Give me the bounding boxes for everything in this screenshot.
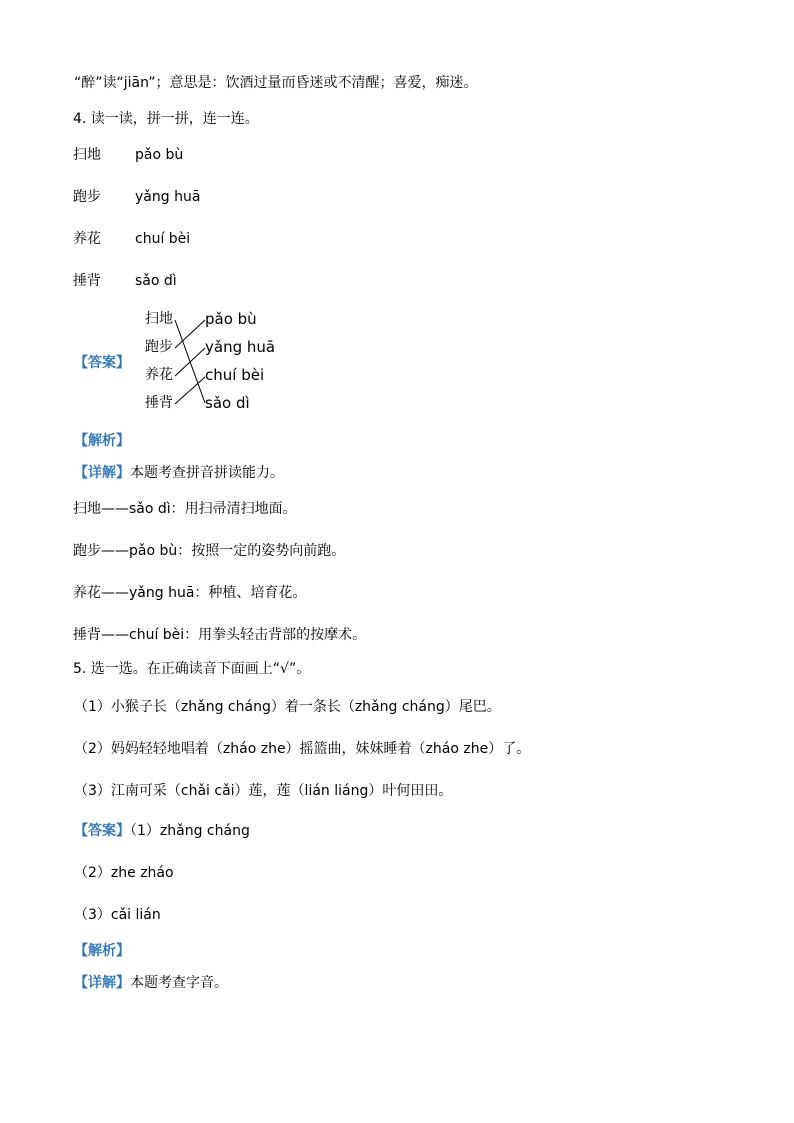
q4-word-2: 跑步: [73, 189, 101, 205]
match-line-4: [175, 377, 205, 404]
q4-pinyin-4: sǎo dì: [135, 273, 177, 289]
match-word-3: 养花: [145, 367, 173, 383]
q4-detail: [74, 464, 284, 482]
q4-answer-label: 【答案】: [74, 355, 130, 371]
q5-detail-label: 【详解】: [74, 975, 130, 991]
q4-pinyin-3: chuí bèi: [135, 231, 191, 247]
match-word-4: 捶背: [145, 395, 173, 411]
q4-pinyin-1: pǎo bù: [135, 147, 184, 163]
q5-answer-2: （2）zhe zháo: [74, 865, 174, 881]
q4-pinyin-2: yǎng huā: [135, 189, 201, 205]
q5-answer-label: 【答案】: [74, 823, 130, 839]
q4-explanation-1: 扫地——sǎo dì：用扫帚清扫地面。: [73, 501, 297, 517]
match-pinyin-3: chuí bèi: [205, 366, 265, 384]
q4-title: 4. 读一读，拼一拼，连一连。: [73, 111, 259, 127]
q4-word-4: 捶背: [73, 273, 101, 289]
top-note: “醉”读“jiān”；意思是：饮酒过量而昏迷或不清醒；喜爱，痴迷。: [74, 75, 478, 91]
q4-detail-label: 【详解】: [74, 465, 130, 481]
q4-explanation-2: 跑步——pǎo bù：按照一定的姿势向前跑。: [73, 543, 346, 559]
q5-answer-1: （1）zhǎng cháng: [130, 823, 250, 839]
q4-word-1: 扫地: [73, 147, 101, 163]
q5-answer-3: （3）cǎi lián: [74, 907, 161, 923]
q4-analysis-label: 【解析】: [74, 433, 130, 449]
q5-item-1: （1）小猴子长（zhǎng cháng）着一条长（zhǎng cháng）尾巴。: [74, 699, 501, 715]
match-line-2: [175, 320, 205, 348]
match-pinyin-1: pǎo bù: [205, 310, 257, 328]
q4-explanation-4: 捶背——chuí bèi：用拳头轻击背部的按摩术。: [73, 627, 367, 643]
match-pinyin-4: sǎo dì: [205, 394, 250, 412]
q5-answer-1-line: [74, 822, 250, 840]
q5-title: 5. 选一选。在正确读音下面画上“√”。: [73, 661, 311, 677]
q5-detail: [74, 974, 228, 992]
q5-analysis-label: 【解析】: [74, 943, 130, 959]
q4-explanation-3: 养花——yǎng huā：种植、培育花。: [73, 585, 307, 601]
q5-detail-text: 本题考查字音。: [130, 975, 228, 991]
q4-detail-text: 本题考查拼音拼读能力。: [130, 465, 284, 481]
q4-word-3: 养花: [73, 231, 101, 247]
match-line-3: [175, 348, 205, 376]
match-pinyin-2: yǎng huā: [205, 338, 276, 356]
match-word-2: 跑步: [145, 339, 173, 355]
match-word-1: 扫地: [145, 311, 173, 327]
match-line-1: [175, 320, 205, 403]
q5-item-2: （2）妈妈轻轻地唱着（zháo zhe）摇篮曲，妹妹睡着（zháo zhe）了。: [74, 741, 531, 757]
q5-item-3: （3）江南可采（chǎi cǎi）莲，莲（lián liáng）叶何田田。: [74, 783, 453, 799]
